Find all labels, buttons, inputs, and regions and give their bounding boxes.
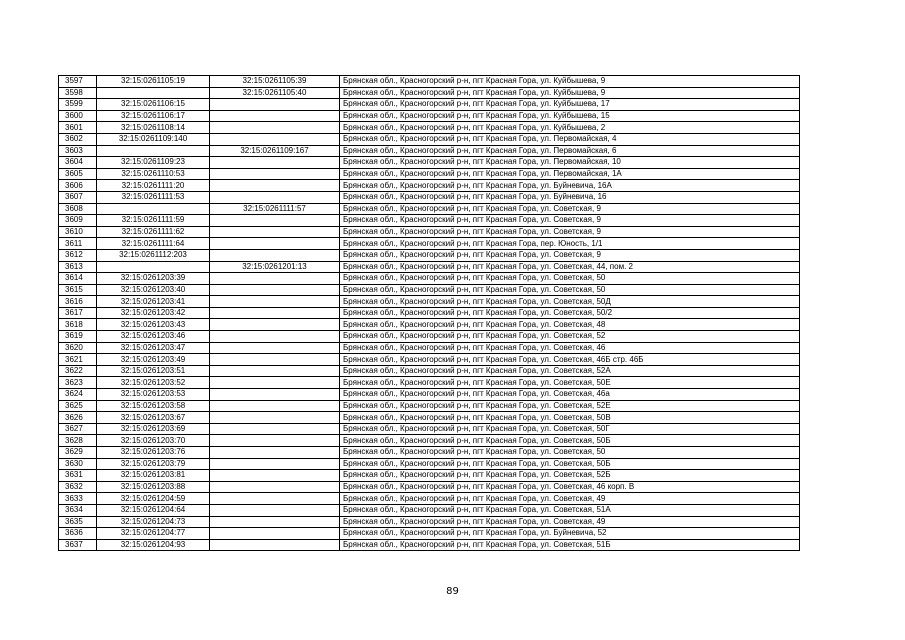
cadastral-number-cell: 32:15:0261204:59: [97, 493, 210, 505]
address-cell: Брянская обл., Красногорский р-н, пгт Красная Гора, ул. Советская, 50: [340, 447, 800, 459]
cadastral-number-cell: [97, 261, 210, 273]
address-cell: Брянская обл., Красногорский р-н, пгт Красная Гора, ул. Куйбышева, 17: [340, 99, 800, 111]
table-row: [59, 307, 800, 319]
address-cell: Брянская обл., Красногорский р-н, пгт Красная Гора, ул. Буйневича, 16: [340, 191, 800, 203]
address-cell: Брянская обл., Красногорский р-н, пгт Красная Гора, ул. Советская, 50/2: [340, 307, 800, 319]
cadastral-number-cell: 32:15:0261203:81: [97, 470, 210, 482]
address-cell: Брянская обл., Красногорский р-н, пгт Красная Гора, пер. Юность, 1/1: [340, 238, 800, 250]
cadastral-number-cell: 32:15:0261106:17: [97, 110, 210, 122]
table-row: [59, 157, 800, 169]
row-number-cell: 3634: [59, 504, 97, 516]
cadastral-number-cell: 32:15:0261111:20: [97, 180, 210, 192]
row-number-cell: 3631: [59, 470, 97, 482]
cadastral-number-cell: 32:15:0261203:79: [97, 458, 210, 470]
related-cadastral-number-cell: [210, 319, 340, 331]
address-cell: Брянская обл., Красногорский р-н, пгт Красная Гора, ул. Советская, 9: [340, 226, 800, 238]
table-row: [59, 145, 800, 157]
related-cadastral-number-cell: [210, 400, 340, 412]
table-row: [59, 412, 800, 424]
row-number-cell: 3623: [59, 377, 97, 389]
address-cell: Брянская обл., Красногорский р-н, пгт Красная Гора, ул. Советская, 52А: [340, 365, 800, 377]
cadastral-number-cell: 32:15:0261203:49: [97, 354, 210, 366]
cadastral-number-cell: 32:15:0261203:58: [97, 400, 210, 412]
cadastral-number-cell: 32:15:0261109:140: [97, 133, 210, 145]
row-number-cell: 3601: [59, 122, 97, 134]
table-row: [59, 528, 800, 540]
related-cadastral-number-cell: [210, 412, 340, 424]
table-row: [59, 481, 800, 493]
related-cadastral-number-cell: [210, 354, 340, 366]
address-cell: Брянская обл., Красногорский р-н, пгт Красная Гора, ул. Буйневича, 52: [340, 528, 800, 540]
address-cell: Брянская обл., Красногорский р-н, пгт Красная Гора, ул. Советская, 48: [340, 319, 800, 331]
table-row: [59, 99, 800, 111]
row-number-cell: 3610: [59, 226, 97, 238]
cadastral-number-cell: 32:15:0261108:14: [97, 122, 210, 134]
table-row: [59, 354, 800, 366]
address-cell: Брянская обл., Красногорский р-н, пгт Красная Гора, ул. Советская, 9: [340, 203, 800, 215]
table-row: [59, 377, 800, 389]
cadastral-number-cell: 32:15:0261203:88: [97, 481, 210, 493]
row-number-cell: 3599: [59, 99, 97, 111]
related-cadastral-number-cell: [210, 470, 340, 482]
table-row: [59, 331, 800, 343]
cadastral-number-cell: 32:15:0261111:62: [97, 226, 210, 238]
related-cadastral-number-cell: 32:15:0261111:57: [210, 203, 340, 215]
related-cadastral-number-cell: [210, 481, 340, 493]
row-number-cell: 3633: [59, 493, 97, 505]
page-number: 89: [446, 586, 459, 597]
table-row: [59, 191, 800, 203]
records-table-body: [59, 76, 800, 551]
table-row: [59, 238, 800, 250]
address-cell: Брянская обл., Красногорский р-н, пгт Красная Гора, ул. Советская, 51А: [340, 504, 800, 516]
cadastral-number-cell: 32:15:0261203:42: [97, 307, 210, 319]
related-cadastral-number-cell: [210, 504, 340, 516]
table-row: [59, 110, 800, 122]
row-number-cell: 3598: [59, 87, 97, 99]
row-number-cell: 3606: [59, 180, 97, 192]
table-row: [59, 122, 800, 134]
cadastral-number-cell: 32:15:0261112:203: [97, 249, 210, 261]
address-cell: Брянская обл., Красногорский р-н, пгт Красная Гора, ул. Советская, 49: [340, 493, 800, 505]
row-number-cell: 3636: [59, 528, 97, 540]
cadastral-number-cell: 32:15:0261204:93: [97, 539, 210, 551]
table-row: [59, 226, 800, 238]
row-number-cell: 3597: [59, 76, 97, 88]
address-cell: Брянская обл., Красногорский р-н, пгт Красная Гора, ул. Советская, 50Е: [340, 377, 800, 389]
address-cell: Брянская обл., Красногорский р-н, пгт Красная Гора, ул. Куйбышева, 15: [340, 110, 800, 122]
related-cadastral-number-cell: [210, 133, 340, 145]
row-number-cell: 3603: [59, 145, 97, 157]
row-number-cell: 3615: [59, 284, 97, 296]
related-cadastral-number-cell: [210, 238, 340, 250]
related-cadastral-number-cell: [210, 99, 340, 111]
related-cadastral-number-cell: [210, 122, 340, 134]
table-row: [59, 296, 800, 308]
table-row: [59, 76, 800, 88]
table-row: [59, 423, 800, 435]
cadastral-number-cell: 32:15:0261111:64: [97, 238, 210, 250]
address-cell: Брянская обл., Красногорский р-н, пгт Красная Гора, ул. Первомайская, 10: [340, 157, 800, 169]
row-number-cell: 3626: [59, 412, 97, 424]
cadastral-number-cell: 32:15:0261203:70: [97, 435, 210, 447]
row-number-cell: 3616: [59, 296, 97, 308]
row-number-cell: 3600: [59, 110, 97, 122]
cadastral-number-cell: [97, 203, 210, 215]
table-row: [59, 493, 800, 505]
address-cell: Брянская обл., Красногорский р-н, пгт Красная Гора, ул. Советская, 46 корп. В: [340, 481, 800, 493]
address-cell: Брянская обл., Красногорский р-н, пгт Красная Гора, ул. Куйбышева, 2: [340, 122, 800, 134]
row-number-cell: 3611: [59, 238, 97, 250]
table-row: [59, 203, 800, 215]
cadastral-number-cell: 32:15:0261203:51: [97, 365, 210, 377]
table-row: [59, 435, 800, 447]
cadastral-number-cell: 32:15:0261111:53: [97, 191, 210, 203]
address-cell: Брянская обл., Красногорский р-н, пгт Красная Гора, ул. Советская, 50В: [340, 412, 800, 424]
related-cadastral-number-cell: 32:15:0261201:13: [210, 261, 340, 273]
row-number-cell: 3622: [59, 365, 97, 377]
address-cell: Брянская обл., Красногорский р-н, пгт Красная Гора, ул. Советская, 50Б: [340, 435, 800, 447]
table-row: [59, 516, 800, 528]
cadastral-number-cell: 32:15:0261203:76: [97, 447, 210, 459]
address-cell: Брянская обл., Красногорский р-н, пгт Красная Гора, ул. Советская, 49: [340, 516, 800, 528]
address-cell: Брянская обл., Красногорский р-н, пгт Красная Гора, ул. Советская, 44, пом. 2: [340, 261, 800, 273]
cadastral-number-cell: 32:15:0261106:15: [97, 99, 210, 111]
address-cell: Брянская обл., Красногорский р-н, пгт Красная Гора, ул. Советская, 46а: [340, 389, 800, 401]
row-number-cell: 3635: [59, 516, 97, 528]
row-number-cell: 3618: [59, 319, 97, 331]
cadastral-number-cell: 32:15:0261203:43: [97, 319, 210, 331]
table-row: [59, 249, 800, 261]
table-row: [59, 539, 800, 551]
related-cadastral-number-cell: [210, 215, 340, 227]
address-cell: Брянская обл., Красногорский р-н, пгт Красная Гора, ул. Советская, 9: [340, 249, 800, 261]
address-cell: Брянская обл., Красногорский р-н, пгт Красная Гора, ул. Советская, 52Е: [340, 400, 800, 412]
cadastral-number-cell: 32:15:0261203:39: [97, 273, 210, 285]
cadastral-number-cell: [97, 145, 210, 157]
cadastral-number-cell: 32:15:0261105:19: [97, 76, 210, 88]
row-number-cell: 3607: [59, 191, 97, 203]
related-cadastral-number-cell: [210, 191, 340, 203]
related-cadastral-number-cell: [210, 284, 340, 296]
cadastral-number-cell: 32:15:0261109:23: [97, 157, 210, 169]
cadastral-number-cell: 32:15:0261203:52: [97, 377, 210, 389]
related-cadastral-number-cell: [210, 180, 340, 192]
related-cadastral-number-cell: [210, 516, 340, 528]
address-cell: Брянская обл., Красногорский р-н, пгт Красная Гора, ул. Советская, 46: [340, 342, 800, 354]
related-cadastral-number-cell: [210, 493, 340, 505]
address-cell: Брянская обл., Красногорский р-н, пгт Красная Гора, ул. Советская, 51Б: [340, 539, 800, 551]
related-cadastral-number-cell: [210, 249, 340, 261]
address-cell: Брянская обл., Красногорский р-н, пгт Красная Гора, ул. Советская, 50Д: [340, 296, 800, 308]
related-cadastral-number-cell: 32:15:0261109:167: [210, 145, 340, 157]
address-cell: Брянская обл., Красногорский р-н, пгт Красная Гора, ул. Советская, 50: [340, 284, 800, 296]
cadastral-number-cell: 32:15:0261204:77: [97, 528, 210, 540]
cadastral-number-cell: 32:15:0261110:53: [97, 168, 210, 180]
table-row: [59, 389, 800, 401]
related-cadastral-number-cell: [210, 168, 340, 180]
related-cadastral-number-cell: [210, 539, 340, 551]
related-cadastral-number-cell: [210, 377, 340, 389]
table-row: [59, 458, 800, 470]
related-cadastral-number-cell: [210, 365, 340, 377]
table-row: [59, 447, 800, 459]
row-number-cell: 3609: [59, 215, 97, 227]
row-number-cell: 3614: [59, 273, 97, 285]
address-cell: Брянская обл., Красногорский р-н, пгт Красная Гора, ул. Куйбышева, 9: [340, 76, 800, 88]
address-cell: Брянская обл., Красногорский р-н, пгт Красная Гора, ул. Буйневича, 16А: [340, 180, 800, 192]
records-table: [58, 75, 800, 551]
address-cell: Брянская обл., Красногорский р-н, пгт Красная Гора, ул. Советская, 52Б: [340, 470, 800, 482]
cadastral-number-cell: 32:15:0261204:64: [97, 504, 210, 516]
row-number-cell: 3617: [59, 307, 97, 319]
cadastral-number-cell: 32:15:0261203:69: [97, 423, 210, 435]
table-row: [59, 470, 800, 482]
row-number-cell: 3604: [59, 157, 97, 169]
address-cell: Брянская обл., Красногорский р-н, пгт Красная Гора, ул. Первомайская, 1А: [340, 168, 800, 180]
row-number-cell: 3613: [59, 261, 97, 273]
row-number-cell: 3605: [59, 168, 97, 180]
cadastral-number-cell: [97, 87, 210, 99]
table-row: [59, 284, 800, 296]
related-cadastral-number-cell: [210, 458, 340, 470]
row-number-cell: 3632: [59, 481, 97, 493]
table-row: [59, 319, 800, 331]
related-cadastral-number-cell: [210, 342, 340, 354]
row-number-cell: 3624: [59, 389, 97, 401]
related-cadastral-number-cell: [210, 528, 340, 540]
table-row: [59, 365, 800, 377]
row-number-cell: 3630: [59, 458, 97, 470]
row-number-cell: 3621: [59, 354, 97, 366]
address-cell: Брянская обл., Красногорский р-н, пгт Красная Гора, ул. Советская, 46Б стр. 46Б: [340, 354, 800, 366]
cadastral-number-cell: 32:15:0261111:59: [97, 215, 210, 227]
address-cell: Брянская обл., Красногорский р-н, пгт Красная Гора, ул. Советская, 52: [340, 331, 800, 343]
row-number-cell: 3625: [59, 400, 97, 412]
related-cadastral-number-cell: [210, 157, 340, 169]
address-cell: Брянская обл., Красногорский р-н, пгт Красная Гора, ул. Советская, 50Г: [340, 423, 800, 435]
related-cadastral-number-cell: [210, 435, 340, 447]
related-cadastral-number-cell: [210, 423, 340, 435]
related-cadastral-number-cell: [210, 389, 340, 401]
cadastral-number-cell: 32:15:0261203:67: [97, 412, 210, 424]
row-number-cell: 3628: [59, 435, 97, 447]
related-cadastral-number-cell: [210, 226, 340, 238]
related-cadastral-number-cell: [210, 110, 340, 122]
table-row: [59, 273, 800, 285]
cadastral-number-cell: 32:15:0261203:41: [97, 296, 210, 308]
table-row: [59, 180, 800, 192]
cadastral-number-cell: 32:15:0261204:73: [97, 516, 210, 528]
row-number-cell: 3637: [59, 539, 97, 551]
row-number-cell: 3620: [59, 342, 97, 354]
table-row: [59, 342, 800, 354]
related-cadastral-number-cell: 32:15:0261105:40: [210, 87, 340, 99]
address-cell: Брянская обл., Красногорский р-н, пгт Красная Гора, ул. Куйбышева, 9: [340, 87, 800, 99]
related-cadastral-number-cell: [210, 307, 340, 319]
address-cell: Брянская обл., Красногорский р-н, пгт Красная Гора, ул. Первомайская, 6: [340, 145, 800, 157]
address-cell: Брянская обл., Красногорский р-н, пгт Красная Гора, ул. Советская, 50: [340, 273, 800, 285]
related-cadastral-number-cell: [210, 447, 340, 459]
row-number-cell: 3619: [59, 331, 97, 343]
cadastral-number-cell: 32:15:0261203:40: [97, 284, 210, 296]
cadastral-number-cell: 32:15:0261203:47: [97, 342, 210, 354]
related-cadastral-number-cell: [210, 273, 340, 285]
related-cadastral-number-cell: [210, 331, 340, 343]
row-number-cell: 3629: [59, 447, 97, 459]
row-number-cell: 3612: [59, 249, 97, 261]
table-row: [59, 261, 800, 273]
table-row: [59, 168, 800, 180]
row-number-cell: 3627: [59, 423, 97, 435]
table-row: [59, 400, 800, 412]
row-number-cell: 3608: [59, 203, 97, 215]
address-cell: Брянская обл., Красногорский р-н, пгт Красная Гора, ул. Советская, 9: [340, 215, 800, 227]
table-row: [59, 87, 800, 99]
row-number-cell: 3602: [59, 133, 97, 145]
table-row: [59, 215, 800, 227]
cadastral-number-cell: 32:15:0261203:53: [97, 389, 210, 401]
related-cadastral-number-cell: [210, 296, 340, 308]
address-cell: Брянская обл., Красногорский р-н, пгт Красная Гора, ул. Первомайская, 4: [340, 133, 800, 145]
cadastral-number-cell: 32:15:0261203:46: [97, 331, 210, 343]
table-row: [59, 504, 800, 516]
address-cell: Брянская обл., Красногорский р-н, пгт Красная Гора, ул. Советская, 50Б: [340, 458, 800, 470]
table-row: [59, 133, 800, 145]
related-cadastral-number-cell: 32:15:0261105:39: [210, 76, 340, 88]
